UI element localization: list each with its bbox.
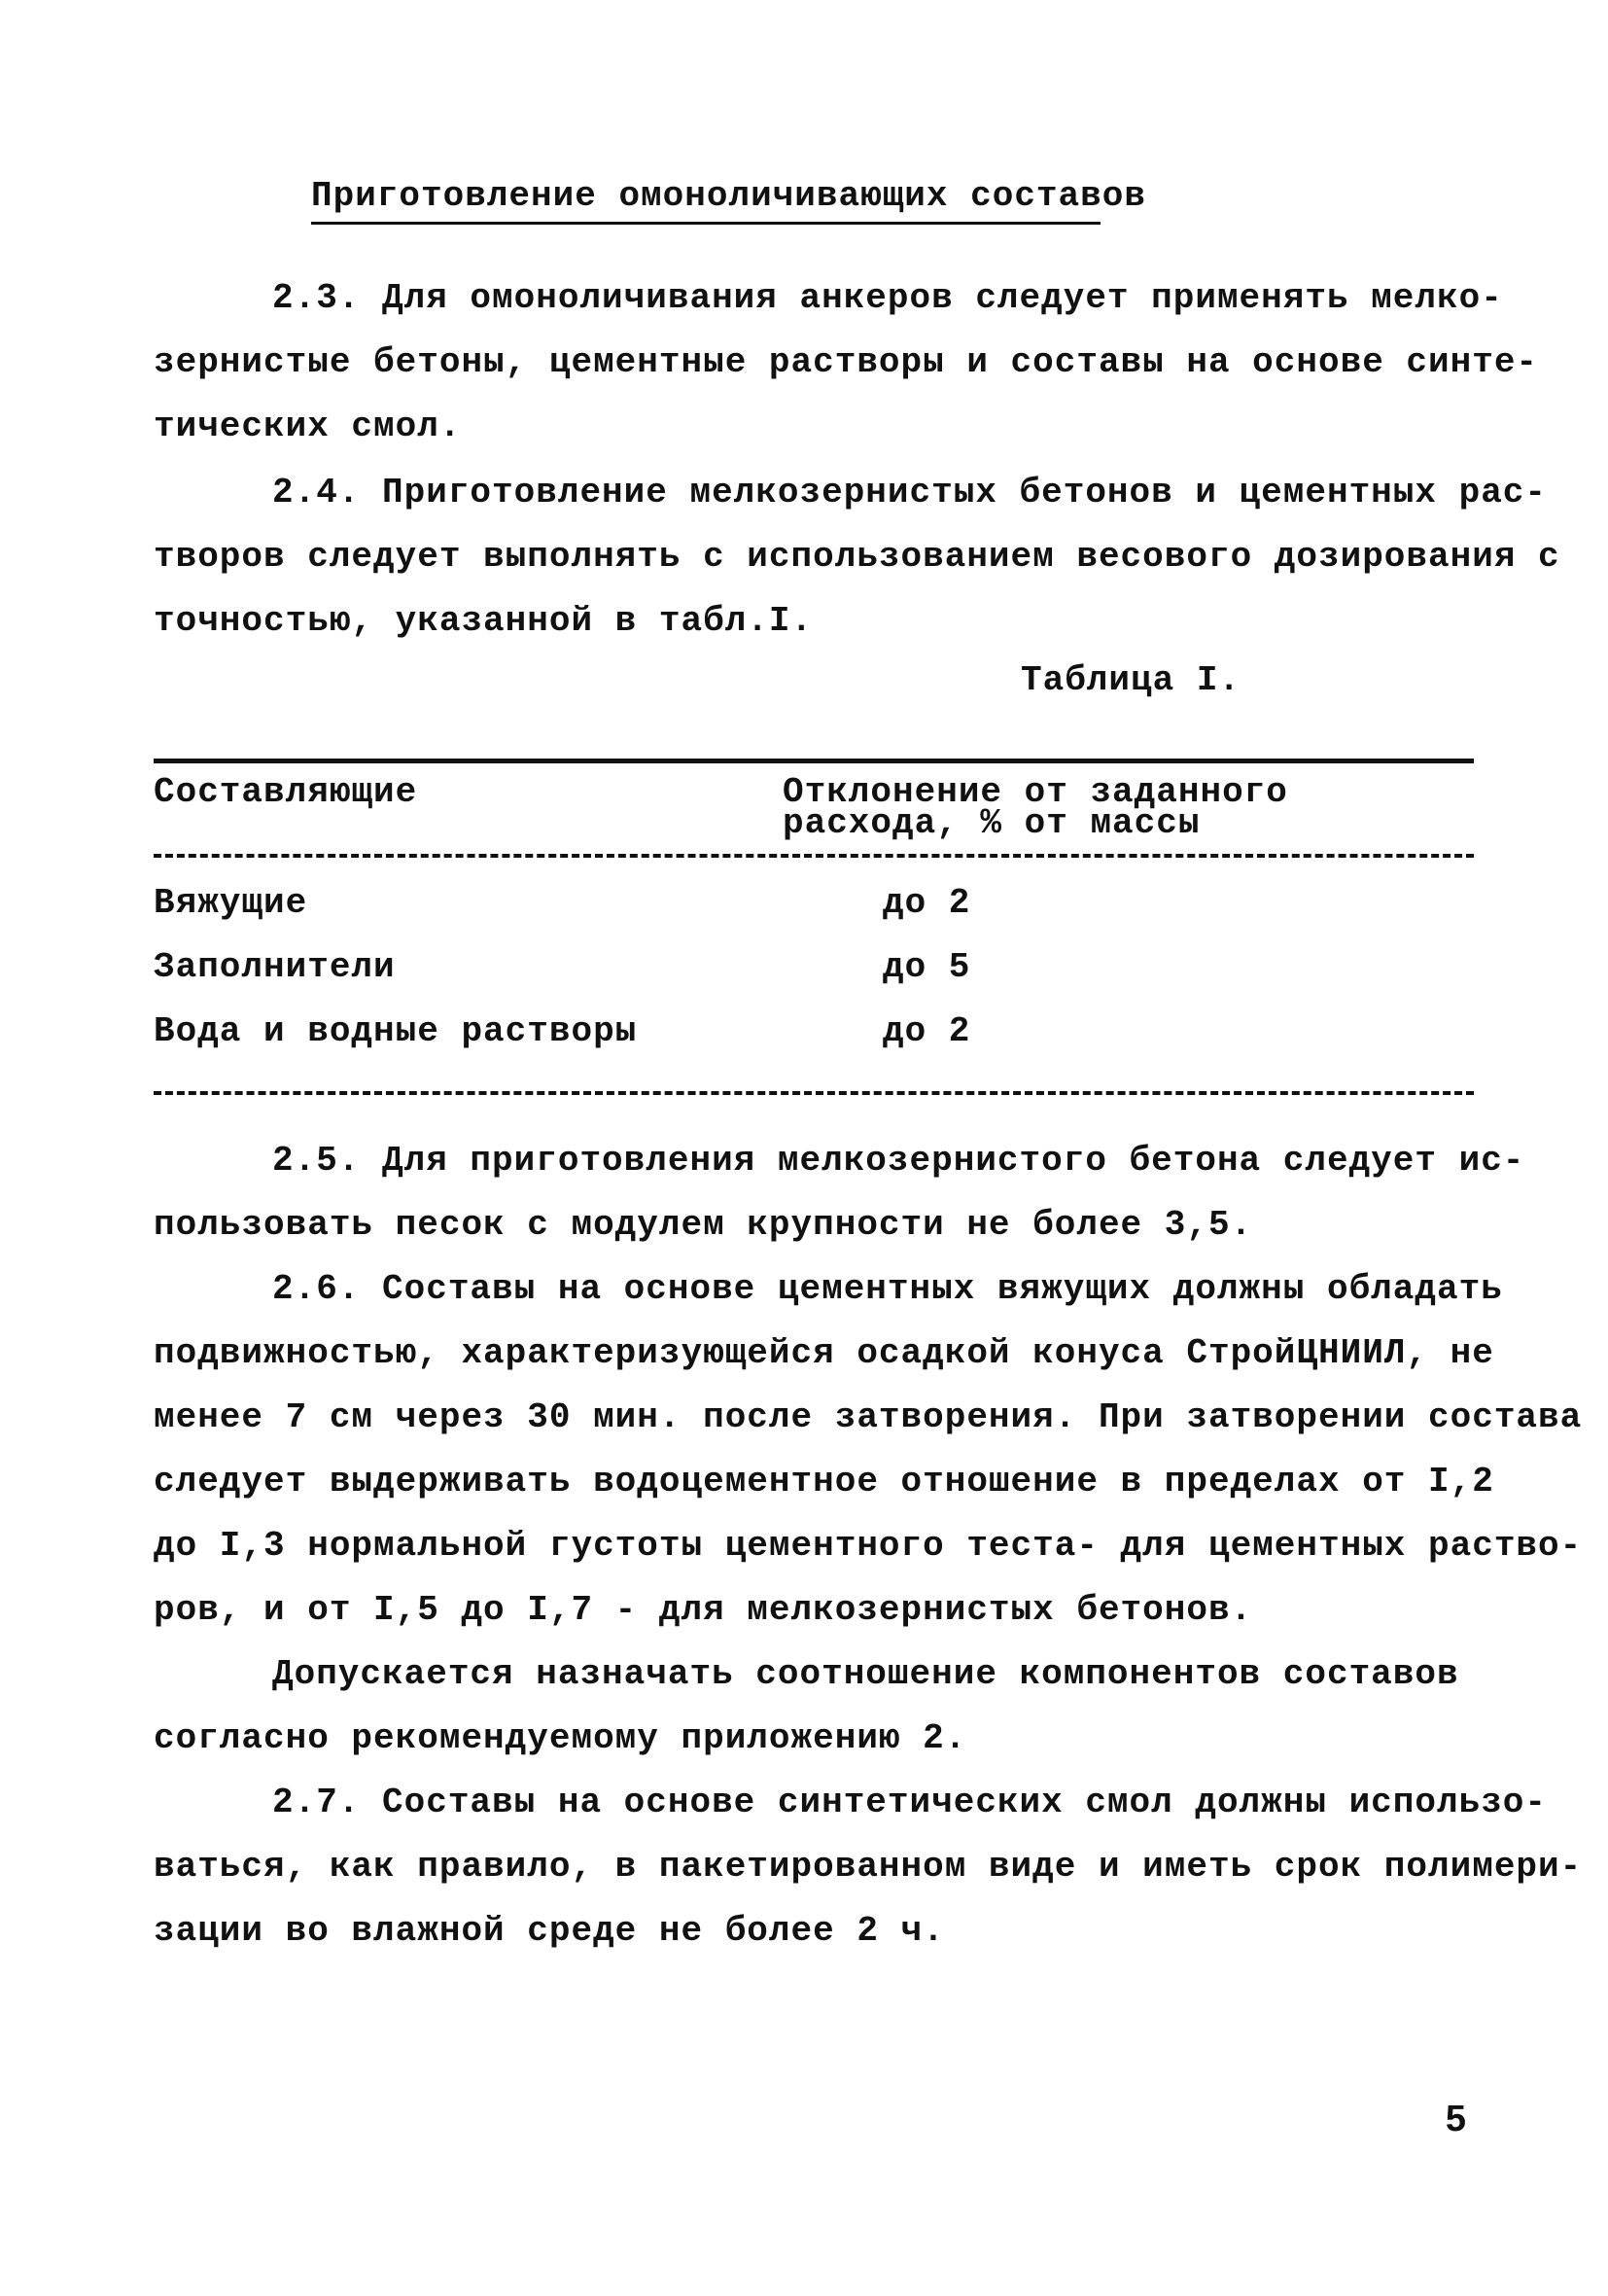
paragraph-line: 2.3. Для омоноличивания анкеров следует применять мелко- bbox=[272, 278, 1503, 318]
page-number: 5 bbox=[1445, 2099, 1466, 2139]
paragraph-line: пользовать песок с модулем крупности не более 3,5. bbox=[154, 1205, 1253, 1245]
table-caption: Таблица I. bbox=[1021, 660, 1241, 700]
table-row-value: до 2 bbox=[883, 883, 971, 923]
paragraph-line: подвижностью, характеризующейся осадкой конуса СтройЦНИИЛ, не bbox=[154, 1333, 1494, 1373]
paragraph-line: ров, и от I,5 до I,7 - для мелкозернистых бетонов. bbox=[154, 1590, 1253, 1630]
table-row-name: Вяжущие bbox=[154, 883, 308, 923]
table-header-rule bbox=[154, 854, 1474, 858]
table-row-value: до 2 bbox=[883, 1011, 971, 1051]
table-row-value: до 5 bbox=[883, 947, 971, 987]
paragraph-line: Допускается назначать соотношение компонентов составов bbox=[272, 1654, 1459, 1694]
paragraph-line: до I,3 нормальной густоты цементного теста- для цементных раство- bbox=[154, 1526, 1583, 1566]
paragraph-line: 2.7. Составы на основе синтетических смол должны использо- bbox=[272, 1783, 1548, 1822]
paragraph-line: точностью, указанной в табл.I. bbox=[154, 601, 814, 641]
paragraph-line: 2.4. Приготовление мелкозернистых бетонов и цементных рас- bbox=[272, 473, 1548, 512]
paragraph-line: зации во влажной среде не более 2 ч. bbox=[154, 1911, 945, 1951]
table-row-name: Вода и водные растворы bbox=[154, 1011, 638, 1051]
paragraph-line: ваться, как правило, в пакетированном виде и иметь срок полимери- bbox=[154, 1847, 1583, 1887]
section-heading: Приготовление омоноличивающих составов bbox=[311, 175, 1101, 225]
paragraph-line: зернистые бетоны, цементные растворы и составы на основе синте- bbox=[154, 342, 1539, 382]
table-header-deviation-line2: расхода, % от массы bbox=[783, 803, 1201, 843]
table-top-rule bbox=[154, 759, 1474, 763]
table-row-name: Заполнители bbox=[154, 947, 396, 987]
paragraph-line: менее 7 см через 30 мин. после затворения. При затворении состава bbox=[154, 1397, 1583, 1437]
table-header-components: Составляющие bbox=[154, 772, 418, 812]
paragraph-line: 2.5. Для приготовления мелкозернистого бетона следует ис- bbox=[272, 1141, 1525, 1181]
paragraph-line: тических смол. bbox=[154, 406, 462, 446]
table-bottom-rule bbox=[154, 1091, 1474, 1095]
paragraph-line: следует выдерживать водоцементное отношение в пределах от I,2 bbox=[154, 1462, 1494, 1501]
paragraph-line: творов следует выполнять с использованием весового дозирования с bbox=[154, 537, 1560, 577]
paragraph-line: 2.6. Составы на основе цементных вяжущих должны обладать bbox=[272, 1269, 1503, 1309]
paragraph-line: согласно рекомендуемому приложению 2. bbox=[154, 1718, 967, 1758]
table-header-deviation-line1: Отклонение от заданного bbox=[783, 772, 1288, 812]
